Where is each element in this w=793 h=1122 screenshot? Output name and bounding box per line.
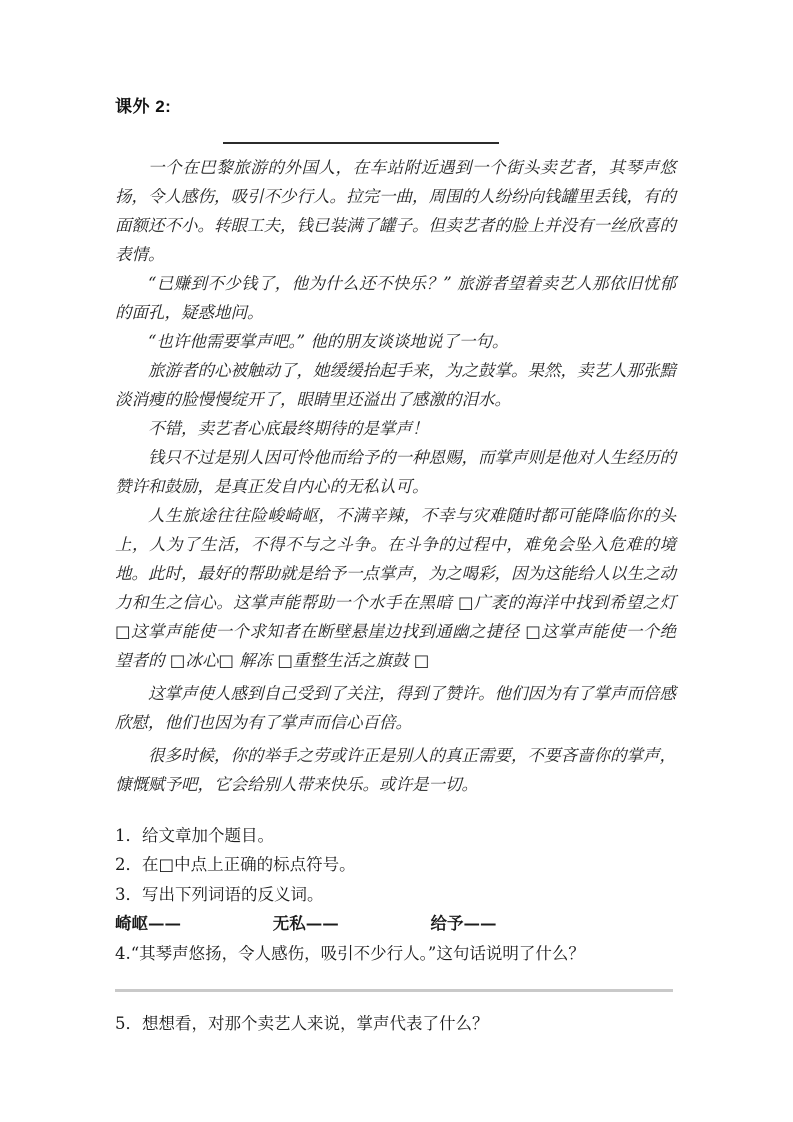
antonym-blank-jiyu: 给予——: [430, 914, 497, 934]
antonym-blank-wusi: 无私——: [272, 914, 339, 934]
article-paragraph: 很多时候，你的举手之劳或许正是别人的真正需要，不要吝啬你的掌声，慷慨赋予吧，它会给别人带来快乐。或许是一切。: [115, 746, 676, 794]
article-paragraph: 不错，卖艺者心底最终期待的是掌声！: [148, 419, 429, 438]
article-paragraph: 旅游者的心被触动了，她缓缓抬起手来，为之鼓掌。果然，卖艺人那张黯淡消瘦的脸慢慢绽开了，眼睛里还溢出了感激的泪水。: [115, 361, 676, 409]
page-content: [115, 98, 676, 1038]
page-title: 课外 2:: [115, 97, 172, 116]
article-body: [115, 153, 676, 799]
question-2: 2．在□中点上正确的标点符号。: [115, 855, 356, 875]
article-paragraph: 人生旅途往往险峻崎岖，不满辛辣，不幸与灾难随时都可能降临你的头上，人为了生活，不得不与之斗争。在斗争的过程中，难免会坠入危难的境地。此时，最好的帮助就是给予一点掌声，为之喝彩，因为这能给人以生之动力和生之信心。这掌声能帮助一个水手在黑暗 □广袤的海洋中找到希望之灯 □这掌声能使一个求知者在断壁悬崖边找到通幽之捷径 □这掌声能使一个绝望者的 □冰心□ 解冻 □重整生活之旗鼓 □: [115, 506, 676, 670]
answer-line: [115, 989, 673, 992]
article-paragraph: 钱只不过是别人因可怜他而给予的一种恩赐，而掌声则是他对人生经历的赞许和鼓励，是真正发自内心的无私认可。: [115, 448, 676, 496]
question-1: 1．给文章加个题目。: [115, 826, 274, 845]
article-paragraph: 一个在巴黎旅游的外国人，在车站附近遇到一个街头卖艺者，其琴声悠扬，令人感伤，吸引不少行人。拉完一曲，周围的人纷纷向钱罐里丢钱，有的面额还不小。转眼工夫，钱已装满了罐子。但卖艺者的脸上并没有一丝欣喜的表情。: [115, 158, 676, 264]
antonym-blank-qiqu: 崎岖——: [115, 914, 181, 934]
antonym-row: [115, 909, 676, 938]
article-paragraph: 这掌声使人感到自己受到了关注，得到了赞许。他们因为有了掌声而倍感欣慰，他们也因为有了掌声而信心百倍。: [115, 684, 676, 732]
question-3: 3．写出下列词语的反义词。: [115, 884, 324, 904]
title-blank-line: [223, 142, 499, 144]
question-5: 5．想想看，对那个卖艺人来说，掌声代表了什么？: [115, 1014, 489, 1034]
article-paragraph: “也许他需要掌声吧。” 他的朋友谈谈地说了一句。: [148, 332, 509, 351]
article-paragraph: “已赚到不少钱了，他为什么还不快乐？” 旅游者望着卖艺人那依旧忧郁的面孔，疑惑地问。: [115, 274, 676, 322]
question-4: 4.“其琴声悠扬，令人感伤，吸引不少行人。”这句话说明了什么？: [115, 943, 585, 963]
questions-section: [115, 821, 676, 1038]
